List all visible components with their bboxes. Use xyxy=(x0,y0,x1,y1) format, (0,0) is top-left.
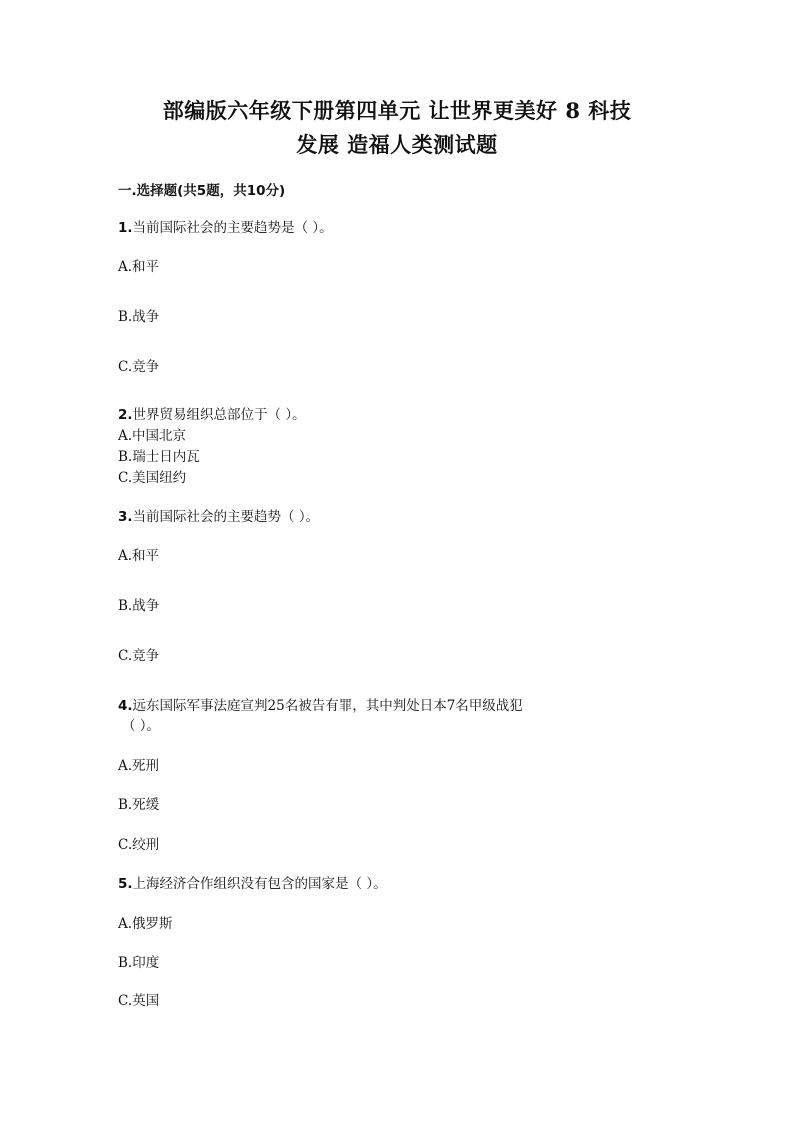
question-number: 2. xyxy=(118,407,133,423)
option-c: C.竞争 xyxy=(118,359,160,375)
question-number: 5. xyxy=(118,876,133,892)
option-b: B.战争 xyxy=(118,309,160,325)
question-stem: 上海经济合作组织没有包含的国家是（ ）。 xyxy=(132,876,387,892)
option-b: B.战争 xyxy=(118,598,160,614)
option-a: A.中国北京 xyxy=(118,428,187,444)
option-b: B.死缓 xyxy=(118,797,160,813)
option-a: A.死刑 xyxy=(118,758,160,774)
option-a: A.和平 xyxy=(118,548,160,564)
option-b: B.印度 xyxy=(118,955,160,971)
question-stem: 当前国际社会的主要趋势是（ ）。 xyxy=(132,220,333,236)
question-2 xyxy=(118,405,306,425)
question-5 xyxy=(118,874,387,894)
question-3 xyxy=(118,507,319,527)
option-c: C.英国 xyxy=(118,993,160,1009)
document-title-line-2: 发展 造福人类测试题 xyxy=(296,132,498,157)
question-number: 1. xyxy=(118,220,133,236)
section-heading: 一.选择题(共5题，共10分) xyxy=(118,183,286,199)
option-c: C.绞刑 xyxy=(118,837,160,853)
question-stem: 远东国际军事法庭宣判25名被告有罪，其中判处日本7名甲级战犯 xyxy=(132,698,523,714)
option-a: A.和平 xyxy=(118,259,160,275)
option-a: A.俄罗斯 xyxy=(118,916,173,932)
option-b: B.瑞士日内瓦 xyxy=(118,449,200,465)
question-stem-continuation: （ ）。 xyxy=(122,718,161,734)
option-c: C.美国纽约 xyxy=(118,470,187,486)
question-1 xyxy=(118,218,333,238)
question-stem: 当前国际社会的主要趋势（ ）。 xyxy=(132,509,320,525)
question-number: 3. xyxy=(118,509,133,525)
question-4 xyxy=(118,696,523,716)
question-stem: 世界贸易组织总部位于（ ）。 xyxy=(132,407,306,423)
option-c: C.竞争 xyxy=(118,648,160,664)
question-number: 4. xyxy=(118,698,133,714)
document-title-line-1: 部编版六年级下册第四单元 让世界更美好 8 科技 xyxy=(162,98,632,123)
